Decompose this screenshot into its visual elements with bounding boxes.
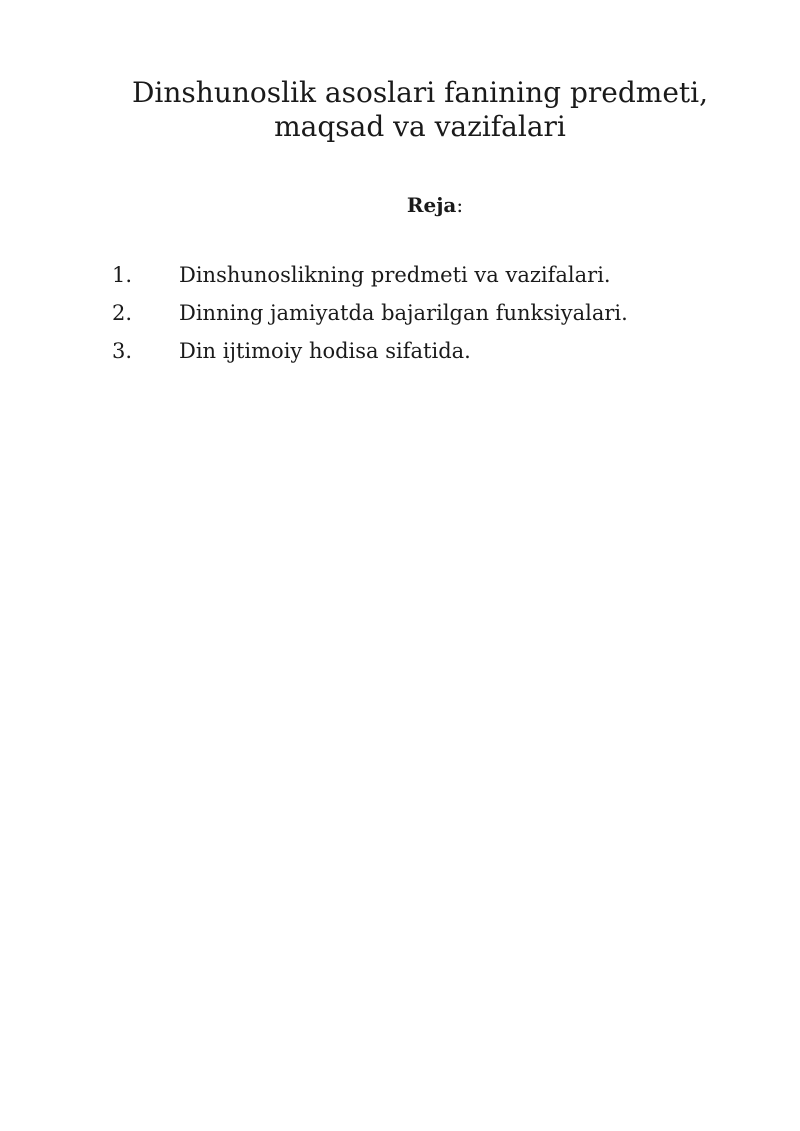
list-item-number: 3. bbox=[112, 339, 133, 363]
plan-label: Reja bbox=[406, 193, 457, 217]
list-item-number: 2. bbox=[112, 301, 133, 325]
list-item-number: 1. bbox=[112, 263, 133, 287]
plan-heading bbox=[0, 193, 800, 217]
list-item-text: Dinshunoslikning predmeti va vazifalari. bbox=[179, 263, 611, 287]
list-item-text: Din ijtimoiy hodisa sifatida. bbox=[179, 339, 471, 363]
plan-label-colon: : bbox=[456, 193, 464, 217]
title-line-1: Dinshunoslik asoslari fanining predmeti, bbox=[131, 76, 708, 109]
title-line-2: maqsad va vazifalari bbox=[274, 110, 566, 143]
document-title bbox=[110, 76, 730, 144]
list-item-text: Dinning jamiyatda bajarilgan funksiyalari. bbox=[179, 301, 628, 325]
